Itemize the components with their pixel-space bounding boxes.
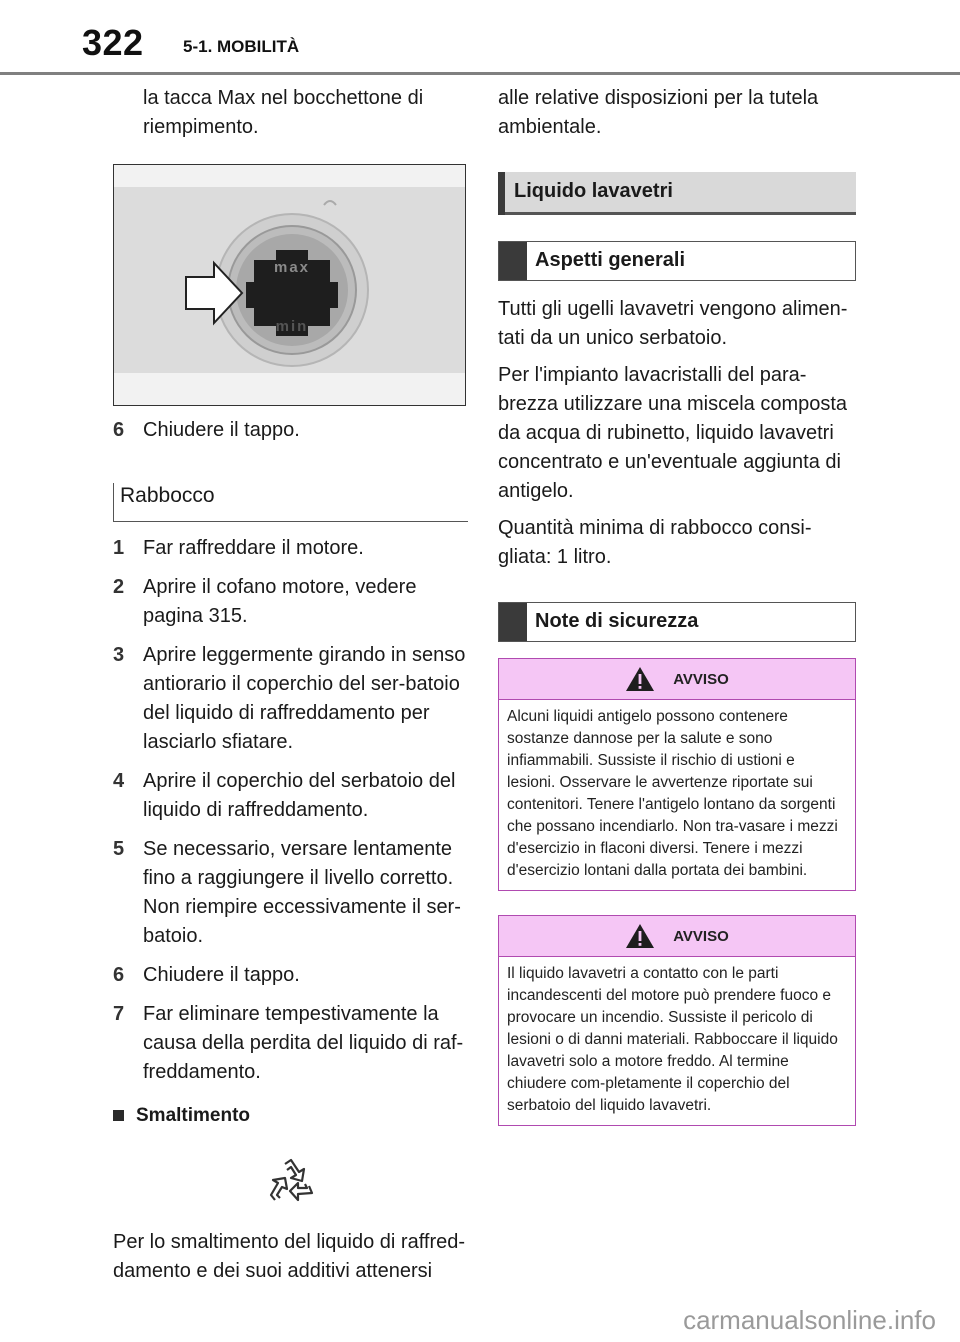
disposal-text: Per lo smaltimento del liquido di raffred-damento e dei suoi additivi attenersi [113, 1231, 466, 1282]
step-number: 6 [113, 419, 125, 441]
step-number: 7 [113, 1003, 125, 1025]
paragraph-2: Per l'impianto lavacristalli del para-brezza utilizzare una miscela composta da acqua di rubinetto, liquido lavavetri concentrato e un'eventuale aggiunta di antigelo. [498, 364, 848, 502]
warning-header [499, 659, 855, 700]
warning-box-2 [498, 915, 856, 1126]
intro-line-2: riempimento. [143, 116, 259, 138]
intro-line-1: la tacca Max nel bocchettone di [143, 87, 424, 109]
step-text: Chiudere il tappo. [143, 419, 300, 441]
page-header [0, 0, 960, 78]
paragraph-1: Tutti gli ugelli lavavetri vengono alimen-tati da un unico serbatoio. [498, 298, 848, 349]
continuation-text: alle relative disposizioni per la tutela ambientale. [498, 87, 819, 138]
square-bullet-icon [113, 1110, 124, 1121]
step-text: Aprire il coperchio del serbatoio del liquido di raffreddamento. [143, 770, 456, 821]
reservoir-cap-figure [113, 164, 466, 406]
right-column [498, 84, 856, 1126]
step-text: Far eliminare tempestivamente la causa della perdita del liquido di raf-freddamento. [143, 1003, 464, 1083]
step-item [113, 534, 468, 563]
liquido-lavavetri-label: Liquido lavavetri [514, 180, 673, 202]
step-item [113, 573, 468, 631]
warning-title: AVVISO [673, 927, 729, 945]
step-text: Aprire leggermente girando in senso antiorario il coperchio del ser-batoio del liquido di raffreddamento per lasciarlo sfiatare. [143, 644, 466, 753]
step-number: 5 [113, 838, 125, 860]
step-item [113, 1000, 468, 1087]
liquido-lavavetri-heading [498, 172, 856, 215]
step-item [113, 416, 468, 445]
recycle-icon [113, 1156, 468, 1212]
page-number: 322 [82, 22, 144, 63]
step-item [113, 835, 468, 951]
disposal-heading [113, 1101, 468, 1130]
step-number: 2 [113, 576, 125, 598]
step-item [113, 767, 468, 825]
step-number: 4 [113, 770, 125, 792]
max-label: max [273, 259, 311, 276]
step-text: Aprire il cofano motore, vedere pagina 315. [143, 576, 417, 627]
step-number: 1 [113, 537, 125, 559]
aspetti-generali-label: Aspetti generali [535, 249, 686, 271]
warning-title: AVVISO [673, 670, 729, 688]
warning-header [499, 916, 855, 957]
step-text: Chiudere il tappo. [143, 964, 300, 986]
header-divider [0, 72, 960, 75]
section-title: 5-1. MOBILITÀ [183, 37, 300, 56]
reservoir-cap-illustration [114, 165, 465, 405]
warning-triangle-icon [625, 666, 655, 692]
aspetti-generali-heading [498, 241, 856, 281]
watermark: carmanualsonline.info [683, 1305, 936, 1335]
warning-box-1 [498, 658, 856, 891]
warning-triangle-icon [625, 923, 655, 949]
left-column [113, 84, 468, 1286]
step-text: Se necessario, versare lentamente fino a raggiungere il livello corretto. Non riempire eccessivamente il ser-batoio. [143, 838, 461, 947]
warning-text: Alcuni liquidi antigelo possono contenere sostanze dannose per la salute e sono infiammabili. Sussiste il rischio di ustioni e lesioni. Osservare le avvertenze riportate sui contenitori. Tenere l'antigelo lontano da sorgenti che possano incendiarlo. Non tra-vasare i mezzi d'esercizio in flaconi diversi. Tenere i mezzi d'esercizio lontani dalla portata dei bambini. [507, 708, 838, 879]
warning-text: Il liquido lavavetri a contatto con le parti incandescenti del motore può prendere fuoco e provocare un incendio. Sussiste il pericolo di lesioni o di danni materiali. Rabboccare il liquido lavavetri solo a motore freddo. Al termine chiudere com-pletamente il coperchio del serbatoio del liquido lavavetri. [507, 965, 838, 1114]
rabbocco-heading: Rabbocco [113, 483, 468, 522]
note-sicurezza-label: Note di sicurezza [535, 610, 699, 632]
step-item [113, 961, 468, 990]
step-number: 6 [113, 964, 125, 986]
paragraph-3: Quantità minima di rabbocco consi-gliata: 1 litro. [498, 517, 812, 568]
step-text: Far raffreddare il motore. [143, 537, 364, 559]
step-item [113, 641, 468, 757]
disposal-heading-label: Smaltimento [136, 1105, 251, 1126]
note-sicurezza-heading [498, 602, 856, 642]
min-label: min [275, 318, 309, 335]
step-number: 3 [113, 644, 125, 666]
